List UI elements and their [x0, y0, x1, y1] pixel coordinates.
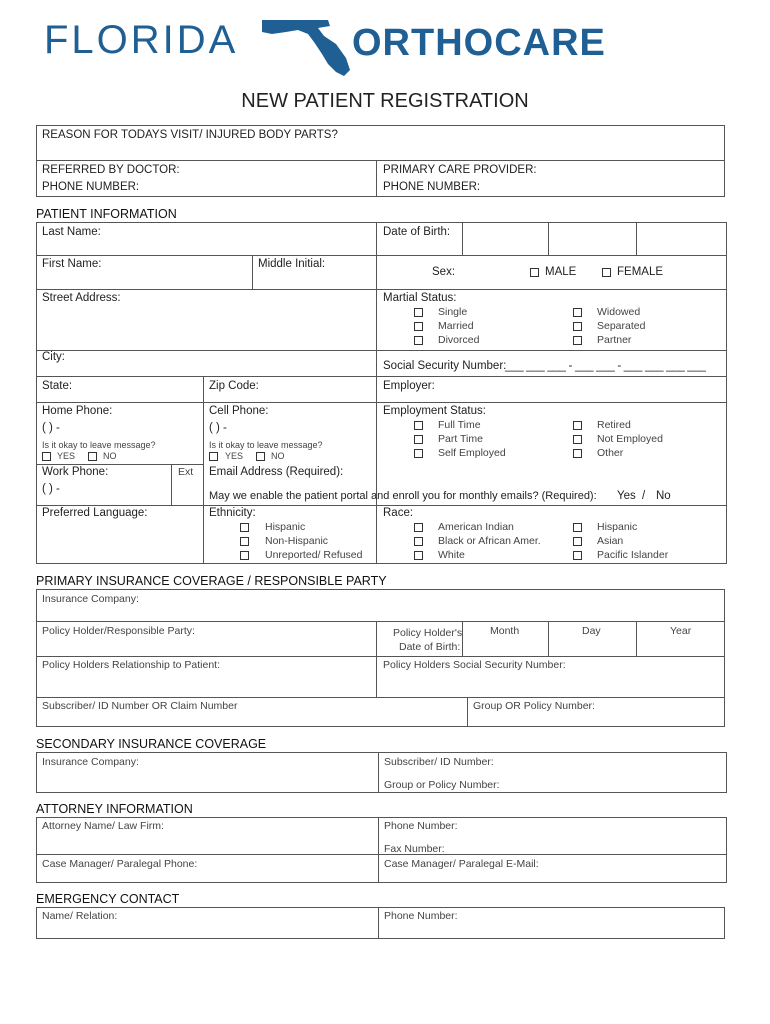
marital-single-checkbox[interactable] [414, 308, 423, 317]
ext-label[interactable]: Ext [178, 466, 194, 478]
home-yes-checkbox[interactable] [42, 452, 51, 461]
marital-partner-checkbox[interactable] [573, 336, 582, 345]
primary-day-label[interactable]: Day [582, 625, 601, 637]
primary-company-label[interactable]: Insurance Company: [42, 593, 139, 605]
race-label: Race: [383, 507, 414, 519]
ethnicity-nonhispanic-label: Non-Hispanic [265, 535, 329, 547]
cell-yes-label: YES [225, 451, 244, 461]
home-phone-blank[interactable]: ( ) - [42, 422, 60, 434]
race-hispanic-label: Hispanic [597, 521, 638, 533]
portal-separator: / [642, 490, 646, 502]
home-phone-label[interactable]: Home Phone: [42, 405, 113, 417]
male-label: MALE [545, 266, 577, 278]
dob-label[interactable]: Date of Birth: [383, 226, 451, 238]
secondary-subscriber-label[interactable]: Subscriber/ ID Number: [384, 756, 494, 768]
race-asian-label: Asian [597, 535, 624, 547]
city-label[interactable]: City: [42, 351, 65, 363]
race-hispanic-checkbox[interactable] [573, 523, 582, 532]
primary-month-label[interactable]: Month [490, 625, 520, 637]
secondary-section-title: SECONDARY INSURANCE COVERAGE [36, 737, 267, 751]
last-name-label[interactable]: Last Name: [42, 226, 101, 238]
emergency-name-label[interactable]: Name/ Relation: [42, 910, 118, 922]
cell-yes-checkbox[interactable] [209, 452, 218, 461]
employment-other-checkbox[interactable] [573, 449, 582, 458]
employment-retired-checkbox[interactable] [573, 421, 582, 430]
home-yes-label: YES [57, 451, 76, 461]
zip-label[interactable]: Zip Code: [209, 380, 259, 392]
attorney-name-label[interactable]: Attorney Name/ Law Firm: [42, 820, 164, 832]
female-checkbox[interactable] [602, 268, 611, 277]
email-label[interactable]: Email Address (Required): [209, 466, 344, 478]
emergency-box [36, 907, 725, 939]
attorney-section-title: ATTORNEY INFORMATION [36, 802, 193, 816]
portal-no-option[interactable]: No [656, 490, 671, 502]
cell-no-checkbox[interactable] [256, 452, 265, 461]
home-no-checkbox[interactable] [88, 452, 97, 461]
ethnicity-hispanic-label: Hispanic [265, 521, 306, 533]
primary-section-title: PRIMARY INSURANCE COVERAGE / RESPONSIBLE PARTY [36, 574, 387, 588]
marital-label: Martial Status: [383, 292, 457, 304]
employment-label: Employment Status: [383, 405, 486, 417]
reason-label[interactable]: REASON FOR TODAYS VISIT/ INJURED BODY PARTS? [42, 129, 338, 141]
employment-parttime-checkbox[interactable] [414, 435, 423, 444]
primary-holder-dob-line1: Policy Holder's [393, 627, 463, 639]
work-phone-blank[interactable]: ( ) - [42, 483, 60, 495]
attorney-case-email-label[interactable]: Case Manager/ Paralegal E-Mail: [384, 858, 539, 870]
sex-label: Sex: [432, 266, 456, 278]
race-american-indian-checkbox[interactable] [414, 523, 423, 532]
marital-partner-label: Partner [597, 334, 632, 346]
emergency-section-title: EMERGENCY CONTACT [36, 892, 180, 906]
race-american-indian-label: American Indian [438, 521, 514, 533]
ethnicity-hispanic-checkbox[interactable] [240, 523, 249, 532]
pcp-phone-label[interactable]: PHONE NUMBER: [383, 181, 481, 193]
male-checkbox[interactable] [530, 268, 539, 277]
attorney-case-phone-label[interactable]: Case Manager/ Paralegal Phone: [42, 858, 198, 870]
marital-widowed-checkbox[interactable] [573, 308, 582, 317]
marital-married-checkbox[interactable] [414, 322, 423, 331]
language-label[interactable]: Preferred Language: [42, 507, 148, 519]
work-phone-label[interactable]: Work Phone: [42, 466, 109, 478]
marital-single-label: Single [438, 306, 468, 318]
ethnicity-unreported-checkbox[interactable] [240, 551, 249, 560]
marital-divorced-label: Divorced [438, 334, 480, 346]
referred-label[interactable]: REFERRED BY DOCTOR: [42, 164, 180, 176]
cell-leave-msg-label: Is it okay to leave message? [209, 440, 323, 450]
portal-yes-option[interactable]: Yes [617, 490, 636, 502]
race-asian-checkbox[interactable] [573, 537, 582, 546]
page-title: NEW PATIENT REGISTRATION [241, 90, 529, 112]
marital-married-label: Married [438, 320, 474, 332]
logo-text-orthocare: ORTHOCARE [352, 22, 606, 64]
ethnicity-label: Ethnicity: [209, 507, 256, 519]
referred-phone-label[interactable]: PHONE NUMBER: [42, 181, 140, 193]
ssn-label[interactable]: Social Security Number: [383, 360, 507, 372]
marital-separated-checkbox[interactable] [573, 322, 582, 331]
home-no-label: NO [103, 451, 117, 461]
race-black-label: Black or African Amer. [438, 535, 541, 547]
race-pacific-checkbox[interactable] [573, 551, 582, 560]
ssn-blank[interactable]: ___ ___ ___ - ___ ___ - ___ ___ ___ ___ [505, 360, 706, 372]
ethnicity-unreported-label: Unreported/ Refused [265, 549, 363, 561]
employment-other-label: Other [597, 447, 624, 459]
primary-holder-label[interactable]: Policy Holder/Responsible Party: [42, 625, 195, 637]
employment-notemployed-label: Not Employed [597, 433, 663, 445]
race-pacific-label: Pacific Islander [597, 549, 669, 561]
secondary-group-label[interactable]: Group or Policy Number: [384, 779, 500, 791]
attorney-fax-label[interactable]: Fax Number: [384, 843, 445, 855]
cell-phone-label[interactable]: Cell Phone: [209, 405, 269, 417]
state-label[interactable]: State: [42, 380, 73, 392]
emergency-phone-label[interactable]: Phone Number: [384, 910, 458, 922]
primary-year-label[interactable]: Year [670, 625, 692, 637]
employer-label[interactable]: Employer: [383, 380, 435, 392]
portal-question: May we enable the patient portal and enroll you for monthly emails? (Required): [209, 490, 597, 502]
primary-holder-ssn-label[interactable]: Policy Holders Social Security Number: [383, 659, 566, 671]
marital-widowed-label: Widowed [597, 306, 641, 318]
primary-group-label[interactable]: Group OR Policy Number: [473, 700, 595, 712]
secondary-box [36, 752, 727, 793]
employment-retired-label: Retired [597, 419, 631, 431]
logo-text-florida: FLORIDA [44, 18, 239, 62]
race-white-checkbox[interactable] [414, 551, 423, 560]
marital-divorced-checkbox[interactable] [414, 336, 423, 345]
employment-parttime-label: Part Time [438, 433, 483, 445]
secondary-company-label[interactable]: Insurance Company: [42, 756, 139, 768]
primary-relationship-label[interactable]: Policy Holders Relationship to Patient: [42, 659, 221, 671]
patient-section-title: PATIENT INFORMATION [36, 207, 177, 221]
cell-phone-blank[interactable]: ( ) - [209, 422, 227, 434]
employment-notemployed-checkbox[interactable] [573, 435, 582, 444]
employment-self-checkbox[interactable] [414, 449, 423, 458]
primary-subscriber-label[interactable]: Subscriber/ ID Number OR Claim Number [42, 700, 238, 712]
home-leave-msg-label: Is it okay to leave message? [42, 440, 156, 450]
marital-separated-label: Separated [597, 320, 646, 332]
middle-initial-label[interactable]: Middle Initial: [258, 258, 326, 270]
female-label: FEMALE [617, 266, 664, 278]
employment-fulltime-label: Full Time [438, 419, 481, 431]
first-name-label[interactable]: First Name: [42, 258, 102, 270]
attorney-phone-label[interactable]: Phone Number: [384, 820, 458, 832]
ethnicity-nonhispanic-checkbox[interactable] [240, 537, 249, 546]
race-black-checkbox[interactable] [414, 537, 423, 546]
race-white-label: White [438, 549, 465, 561]
employment-self-label: Self Employed [438, 447, 506, 459]
cell-no-label: NO [271, 451, 285, 461]
florida-state-icon [258, 14, 358, 78]
pcp-label[interactable]: PRIMARY CARE PROVIDER: [383, 164, 537, 176]
street-label[interactable]: Street Address: [42, 292, 121, 304]
employment-fulltime-checkbox[interactable] [414, 421, 423, 430]
primary-holder-dob-line2: Date of Birth: [399, 641, 461, 653]
